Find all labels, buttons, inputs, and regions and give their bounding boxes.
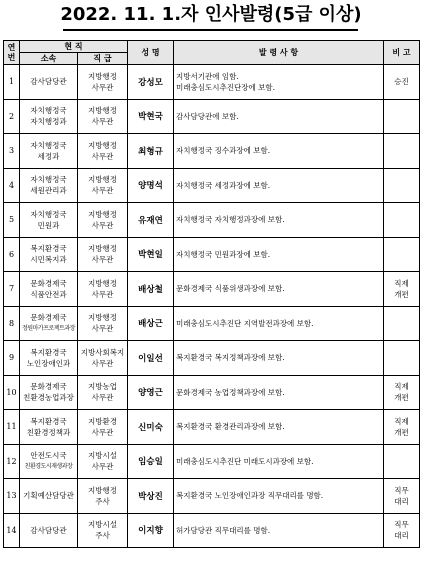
- cell-rank: [78, 272, 128, 307]
- cell-appointment-line: 자치행정국 자치행정과장에 보함.: [176, 215, 285, 225]
- table-row: [4, 134, 420, 169]
- row-number: 7: [4, 272, 20, 307]
- table-row: [4, 410, 420, 445]
- cell-appointment: [174, 341, 384, 376]
- cell-note: [384, 203, 420, 238]
- cell-appointment-line: 복지환경국 노인장애인과장 직무대리를 명함.: [176, 491, 324, 501]
- row-number: 10: [4, 375, 20, 410]
- header-current-position: 현 직: [20, 41, 128, 53]
- cell-rank-line: 사무관: [91, 186, 114, 196]
- header-appointment: 발 령 사 항: [174, 41, 384, 65]
- cell-department-line: 자치행정국: [30, 106, 67, 116]
- cell-appointment: [174, 134, 384, 169]
- cell-department: [20, 306, 78, 341]
- row-number: 3: [4, 134, 20, 169]
- cell-rank: [78, 99, 128, 134]
- header-note: 비 고: [384, 41, 420, 65]
- cell-appointment: [174, 479, 384, 514]
- table-row: [4, 203, 420, 238]
- cell-rank-line: 사무관: [91, 393, 114, 403]
- cell-department-line: 문화경제국: [30, 278, 67, 288]
- cell-appointment-line: 자치행정국 민원과장에 보함.: [176, 249, 271, 259]
- cell-rank-line: 사무관: [91, 220, 114, 230]
- cell-department-line: 복지환경국: [30, 416, 67, 426]
- cell-note-line: 직무: [394, 485, 409, 495]
- cell-department-line: 친환경도시재생과장: [24, 463, 73, 471]
- cell-department-line: 자치행정국: [30, 209, 67, 219]
- cell-rank-line: 주사: [95, 531, 110, 541]
- document-title: 2022. 11. 1.자 인사발령(5급 이상): [60, 4, 362, 25]
- cell-note-line: 직제: [394, 382, 409, 392]
- cell-rank-line: 지방농업: [88, 382, 117, 392]
- table-row: [4, 65, 420, 100]
- cell-appointment-line: 감사담당관에 보함.: [176, 111, 239, 121]
- cell-appointment: [174, 237, 384, 272]
- cell-department-line: 감사담당관: [30, 77, 67, 87]
- cell-rank-line: 사무관: [91, 82, 114, 92]
- cell-name: 임승일: [128, 444, 174, 479]
- cell-rank-line: 사무관: [91, 462, 114, 472]
- cell-rank: [78, 444, 128, 479]
- cell-note: [384, 272, 420, 307]
- cell-name: 박현국: [128, 99, 174, 134]
- cell-name: 이일선: [128, 341, 174, 376]
- cell-rank-line: 지방행정: [88, 140, 117, 150]
- cell-note-line: 대리: [394, 496, 409, 506]
- cell-department: [20, 410, 78, 445]
- cell-note: [384, 444, 420, 479]
- cell-note-line: 개편: [394, 393, 409, 403]
- cell-name: 이지향: [128, 513, 174, 548]
- personnel-table: [3, 40, 420, 548]
- cell-department: [20, 134, 78, 169]
- cell-rank: [78, 168, 128, 203]
- cell-note: [384, 168, 420, 203]
- cell-name: 양명석: [128, 168, 174, 203]
- cell-department-line: 복지환경국: [30, 244, 67, 254]
- cell-rank-line: 사무관: [91, 255, 114, 265]
- cell-department: [20, 375, 78, 410]
- cell-appointment: [174, 513, 384, 548]
- header-no: 연번: [4, 41, 20, 65]
- cell-rank-line: 지방행정: [88, 278, 117, 288]
- cell-department-line: 식품안전과: [30, 289, 67, 299]
- cell-rank-line: 사무관: [91, 289, 114, 299]
- cell-name: 양영근: [128, 375, 174, 410]
- cell-rank-line: 사무관: [91, 324, 114, 334]
- cell-name: 배상근: [128, 306, 174, 341]
- row-number: 5: [4, 203, 20, 238]
- cell-rank: [78, 410, 128, 445]
- cell-department-line: 안전도시국: [30, 451, 67, 461]
- cell-department-line: 자치행정국: [30, 175, 67, 185]
- cell-department-line: 친환경정책과: [26, 427, 71, 437]
- cell-appointment-line: 미래충심도시추진단 지역발전과장에 보함.: [176, 318, 314, 328]
- cell-department-line: 시민복지과: [30, 255, 67, 265]
- cell-rank-line: 사무관: [91, 427, 114, 437]
- cell-note-line: 대리: [394, 531, 409, 541]
- cell-department-line: 문화경제국: [30, 313, 67, 323]
- cell-appointment-line: 미래충심도시추진단장에 보함.: [176, 82, 275, 92]
- cell-rank-line: 지방시설: [88, 520, 117, 530]
- cell-note-line: 개편: [394, 427, 409, 437]
- cell-appointment: [174, 410, 384, 445]
- cell-name: 강성모: [128, 65, 174, 100]
- cell-note: [384, 306, 420, 341]
- row-number: 9: [4, 341, 20, 376]
- cell-name: 박현일: [128, 237, 174, 272]
- cell-rank-line: 지방행정: [88, 209, 117, 219]
- header-name: 성 명: [128, 41, 174, 65]
- cell-department-line: 감사담당관: [30, 525, 67, 535]
- table-row: [4, 479, 420, 514]
- cell-rank: [78, 134, 128, 169]
- cell-department-line: 노인장애인과: [26, 358, 71, 368]
- cell-name: 배상철: [128, 272, 174, 307]
- table-row: [4, 341, 420, 376]
- row-number: 6: [4, 237, 20, 272]
- cell-department: [20, 272, 78, 307]
- cell-name: 신미숙: [128, 410, 174, 445]
- cell-rank-line: 지방환경: [88, 416, 117, 426]
- cell-name: 유재연: [128, 203, 174, 238]
- row-number: 2: [4, 99, 20, 134]
- cell-appointment: [174, 99, 384, 134]
- cell-department-line: 복지환경국: [30, 347, 67, 357]
- cell-department-line: 정원마가프로젝트과장: [22, 325, 75, 333]
- table-row: [4, 168, 420, 203]
- cell-department-line: 자치행정국: [30, 140, 67, 150]
- cell-note: [384, 341, 420, 376]
- row-number: 1: [4, 65, 20, 100]
- cell-department-line: 문화경제국: [30, 382, 67, 392]
- cell-note: [384, 65, 420, 100]
- cell-rank: [78, 203, 128, 238]
- row-number: 13: [4, 479, 20, 514]
- cell-appointment: [174, 168, 384, 203]
- cell-note: [384, 410, 420, 445]
- cell-appointment-line: 복지환경국 복지정책과장에 보함.: [176, 353, 285, 363]
- cell-appointment-line: 지방서기관에 임함.: [176, 71, 239, 81]
- cell-appointment-line: 자치행정국 징수과장에 보함.: [176, 146, 271, 156]
- cell-appointment: [174, 203, 384, 238]
- cell-department: [20, 444, 78, 479]
- cell-rank: [78, 513, 128, 548]
- cell-note: [384, 134, 420, 169]
- row-number: 8: [4, 306, 20, 341]
- cell-appointment: [174, 65, 384, 100]
- cell-department: [20, 168, 78, 203]
- cell-department: [20, 65, 78, 100]
- cell-rank-line: 사무관: [91, 117, 114, 127]
- cell-name: 박상진: [128, 479, 174, 514]
- table-row: [4, 99, 420, 134]
- cell-note: [384, 237, 420, 272]
- cell-rank-line: 주사: [95, 496, 110, 506]
- cell-rank-line: 지방행정: [88, 175, 117, 185]
- cell-department-line: 세원관리과: [30, 186, 67, 196]
- cell-note-line: 개편: [394, 289, 409, 299]
- cell-rank-line: 지방행정: [88, 244, 117, 254]
- cell-department: [20, 513, 78, 548]
- cell-rank: [78, 237, 128, 272]
- cell-appointment: [174, 444, 384, 479]
- cell-appointment-line: 자치행정국 세정과장에 보함.: [176, 180, 271, 190]
- cell-note-line: 직제: [394, 278, 409, 288]
- cell-appointment-line: 허가담당관 직무대리를 명함.: [176, 525, 271, 535]
- cell-department: [20, 203, 78, 238]
- table-row: [4, 272, 420, 307]
- cell-appointment-line: 복지환경국 환경관리과장에 보함.: [176, 422, 285, 432]
- table-body: [4, 65, 420, 548]
- cell-appointment: [174, 272, 384, 307]
- cell-note: [384, 99, 420, 134]
- cell-note: [384, 375, 420, 410]
- cell-rank: [78, 479, 128, 514]
- cell-appointment-line: 미래충심도시추진단 미래도시과장에 보함.: [176, 456, 314, 466]
- row-number: 12: [4, 444, 20, 479]
- cell-rank-line: 지방행정: [88, 106, 117, 116]
- cell-department: [20, 99, 78, 134]
- cell-note-line: 직무: [394, 520, 409, 530]
- cell-rank-line: 지방사회복지: [80, 347, 125, 357]
- cell-department-line: 민원과: [37, 220, 60, 230]
- cell-rank-line: 지방행정: [88, 485, 117, 495]
- cell-rank: [78, 341, 128, 376]
- cell-department-line: 세정과: [37, 151, 60, 161]
- row-number: 4: [4, 168, 20, 203]
- cell-department: [20, 237, 78, 272]
- table-row: [4, 375, 420, 410]
- cell-note-line: 직제: [394, 416, 409, 426]
- cell-name: 최형규: [128, 134, 174, 169]
- cell-rank-line: 사무관: [91, 358, 114, 368]
- cell-rank-line: 지방행정: [88, 71, 117, 81]
- cell-note-line: 승진: [394, 77, 409, 87]
- cell-note: [384, 513, 420, 548]
- cell-appointment: [174, 375, 384, 410]
- cell-department-line: 자치행정과: [30, 117, 67, 127]
- table-row: [4, 237, 420, 272]
- cell-appointment-line: 문화경제국 농업정책과장에 보함.: [176, 387, 285, 397]
- cell-rank: [78, 306, 128, 341]
- table-row: [4, 444, 420, 479]
- cell-rank: [78, 375, 128, 410]
- cell-department: [20, 341, 78, 376]
- cell-appointment: [174, 306, 384, 341]
- title-underline: [63, 29, 358, 31]
- header-dept: 소속: [20, 53, 78, 65]
- row-number: 11: [4, 410, 20, 445]
- cell-department: [20, 479, 78, 514]
- cell-rank: [78, 65, 128, 100]
- cell-note: [384, 479, 420, 514]
- cell-department-line: 친환경농업과장: [23, 393, 74, 403]
- row-number: 14: [4, 513, 20, 548]
- header-rank: 직 급: [78, 53, 128, 65]
- cell-department-line: 기획예산담당관: [23, 491, 74, 501]
- table-row: [4, 513, 420, 548]
- table-row: [4, 306, 420, 341]
- cell-rank-line: 사무관: [91, 151, 114, 161]
- cell-rank-line: 지방시설: [88, 451, 117, 461]
- cell-rank-line: 지방행정: [88, 313, 117, 323]
- cell-appointment-line: 문화경제국 식품위생과장에 보함.: [176, 284, 285, 294]
